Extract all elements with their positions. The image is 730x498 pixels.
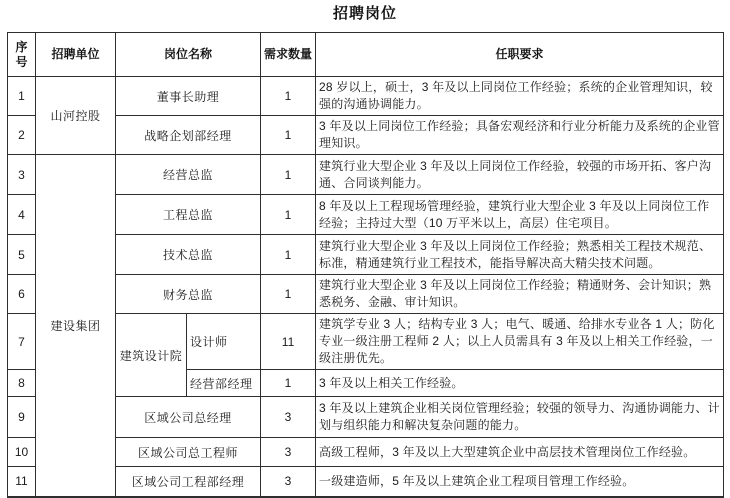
position-cell: 技术总监 (116, 235, 261, 275)
position-cell: 战略企划部经理 (116, 116, 261, 155)
requirement-cell: 3 年及以上建筑企业相关岗位管理经验；较强的领导力、沟通协调能力、计划与组织能力和解决复杂问题的能力。 (316, 397, 724, 438)
count-cell: 3 (261, 397, 316, 438)
table-row (8, 314, 724, 370)
table-header-row (8, 33, 724, 77)
unit-cell: 山河控股 (36, 77, 116, 155)
requirement-cell: 建筑学专业 3 人；结构专业 3 人；电气、暖通、给排水专业各 1 人；防化专业一级注册工程师 2 人；以上人员需具有 3 年及以上相关工作经验，一级注册优先。 (316, 314, 724, 370)
row-number: 9 (8, 397, 36, 438)
position-cell: 区域公司总经理 (116, 397, 261, 438)
table-row (8, 397, 724, 438)
row-number: 3 (8, 155, 36, 195)
position-cell: 工程总监 (116, 195, 261, 235)
row-number: 7 (8, 314, 36, 370)
table-row (8, 155, 724, 195)
header-count: 需求数量 (261, 33, 316, 77)
requirement-cell: 建筑行业大型企业 3 年及以上同岗位工作经验，较强的市场开拓、客户沟通、合同谈判能力。 (316, 155, 724, 195)
count-cell: 1 (261, 195, 316, 235)
row-number: 1 (8, 77, 36, 116)
requirement-cell: 8 年及以上工程现场管理经验，建筑行业大型企业 3 年及以上同岗位工作经验；主持过大型（10 万平米以上，高层）住宅项目。 (316, 195, 724, 235)
position-cell: 设计师 (187, 314, 261, 370)
header-requirement: 任职要求 (316, 33, 724, 77)
count-cell: 1 (261, 235, 316, 275)
header-no: 序号 (8, 33, 36, 77)
requirement-cell: 建筑行业大型企业 3 年及以上同岗位工作经验；精通财务、会计知识；熟悉税务、金融、审计知识。 (316, 275, 724, 314)
row-number: 5 (8, 235, 36, 275)
sub-unit-cell: 建筑设计院 (116, 314, 187, 397)
table-row (8, 235, 724, 275)
position-cell: 经营总监 (116, 155, 261, 195)
table-row (8, 438, 724, 467)
page-title: 招聘岗位 (332, 5, 397, 22)
table-row (8, 275, 724, 314)
position-cell: 区域公司工程部经理 (116, 467, 261, 497)
requirement-cell: 高级工程师，3 年及以上大型建筑企业中高层技术管理岗位工作经验。 (316, 438, 724, 467)
row-number: 11 (8, 467, 36, 497)
requirement-cell: 一级建造师，5 年及以上建筑企业工程项目管理工作经验。 (316, 467, 724, 497)
requirement-cell: 建筑行业大型企业 3 年及以上同岗位工作经验；熟悉相关工程技术规范、标准，精通建筑行业工程技术，能指导解决高大精尖技术问题。 (316, 235, 724, 275)
count-cell: 3 (261, 467, 316, 497)
position-cell: 区域公司总工程师 (116, 438, 261, 467)
row-number: 8 (8, 370, 36, 397)
unit-cell: 建设集团 (36, 155, 116, 497)
count-cell: 1 (261, 77, 316, 116)
header-unit: 招聘单位 (36, 33, 116, 77)
header-position: 岗位名称 (116, 33, 261, 77)
recruitment-table (7, 32, 724, 498)
requirement-cell: 3 年及以上相关工作经验。 (316, 370, 724, 397)
row-number: 6 (8, 275, 36, 314)
row-number: 4 (8, 195, 36, 235)
count-cell: 11 (261, 314, 316, 370)
position-cell: 经营部经理 (187, 370, 261, 397)
table-row (8, 467, 724, 497)
count-cell: 1 (261, 155, 316, 195)
position-cell: 董事长助理 (116, 77, 261, 116)
position-cell: 财务总监 (116, 275, 261, 314)
row-number: 10 (8, 438, 36, 467)
count-cell: 1 (261, 275, 316, 314)
count-cell: 1 (261, 370, 316, 397)
requirement-cell: 28 岁以上，硕士，3 年及以上同岗位工作经验；系统的企业管理知识，较强的沟通协调能力。 (316, 77, 724, 116)
table-row (8, 116, 724, 155)
row-number: 2 (8, 116, 36, 155)
requirement-cell: 3 年及以上同岗位工作经验；具备宏观经济和行业分析能力及系统的企业管理知识。 (316, 116, 724, 155)
count-cell: 1 (261, 116, 316, 155)
count-cell: 3 (261, 438, 316, 467)
table-row (8, 195, 724, 235)
table-row (8, 77, 724, 116)
